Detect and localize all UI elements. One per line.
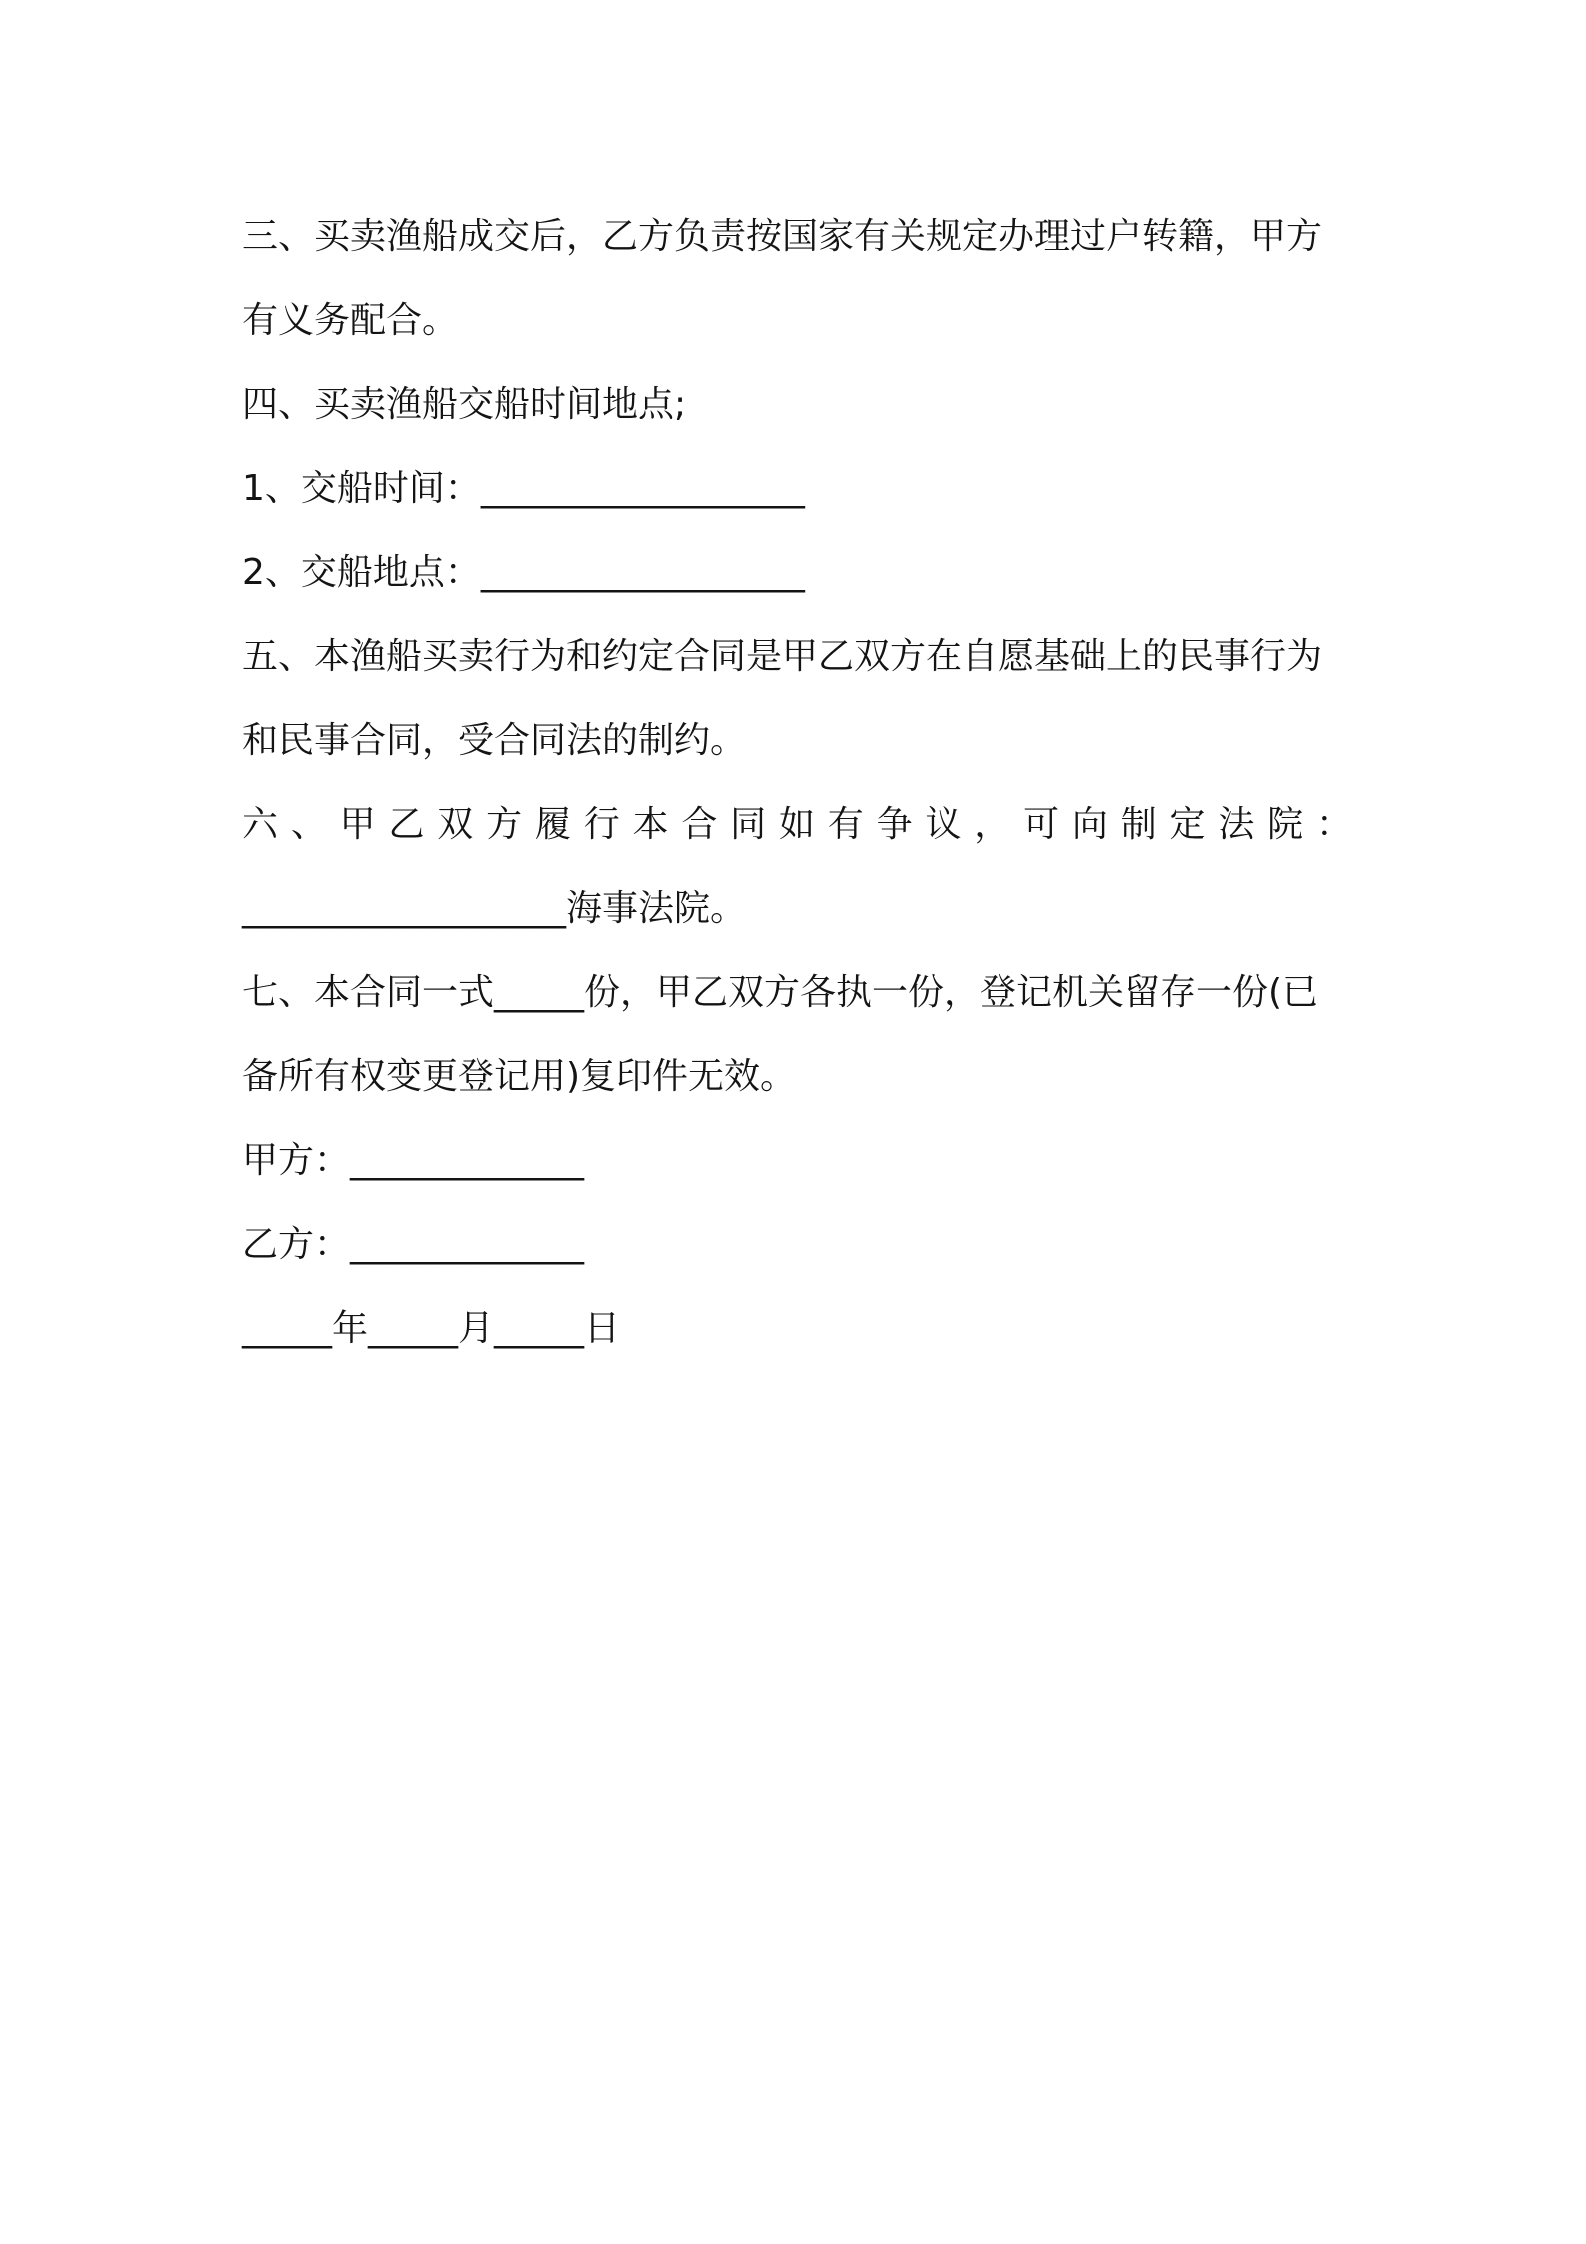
- clause-4-heading: 四、买卖渔船交船时间地点;: [242, 384, 687, 425]
- delivery-time-field: 1、交船时间：__________________: [242, 468, 805, 509]
- clause-3-line-1: 三、买卖渔船成交后，乙方负责按国家有关规定办理过户转籍，甲方: [242, 216, 1323, 257]
- date-field: _____年_____月_____日: [242, 1308, 620, 1349]
- delivery-place-field: 2、交船地点：__________________: [242, 552, 805, 593]
- clause-3-line-2: 有义务配合。: [242, 300, 459, 341]
- clause-5-line-1: 五、本渔船买卖行为和约定合同是甲乙双方在自愿基础上的民事行为: [242, 636, 1323, 677]
- contract-text: [242, 195, 1352, 1371]
- clause-7-line-2: 备所有权变更登记用)复印件无效。: [242, 1056, 797, 1097]
- party-a-signature-field: 甲方：_____________: [242, 1140, 585, 1181]
- clause-5-line-2: 和民事合同，受合同法的制约。: [242, 720, 747, 761]
- party-b-signature-field: 乙方：_____________: [242, 1224, 585, 1265]
- clause-6-line-2: __________________海事法院。: [242, 888, 747, 929]
- clause-7-line-1: 七、本合同一式_____份，甲乙双方各执一份，登记机关留存一份(已: [242, 972, 1319, 1013]
- clause-6-line-1: 六、甲乙双方履行本合同如有争议，可向制定法院：: [242, 804, 1352, 845]
